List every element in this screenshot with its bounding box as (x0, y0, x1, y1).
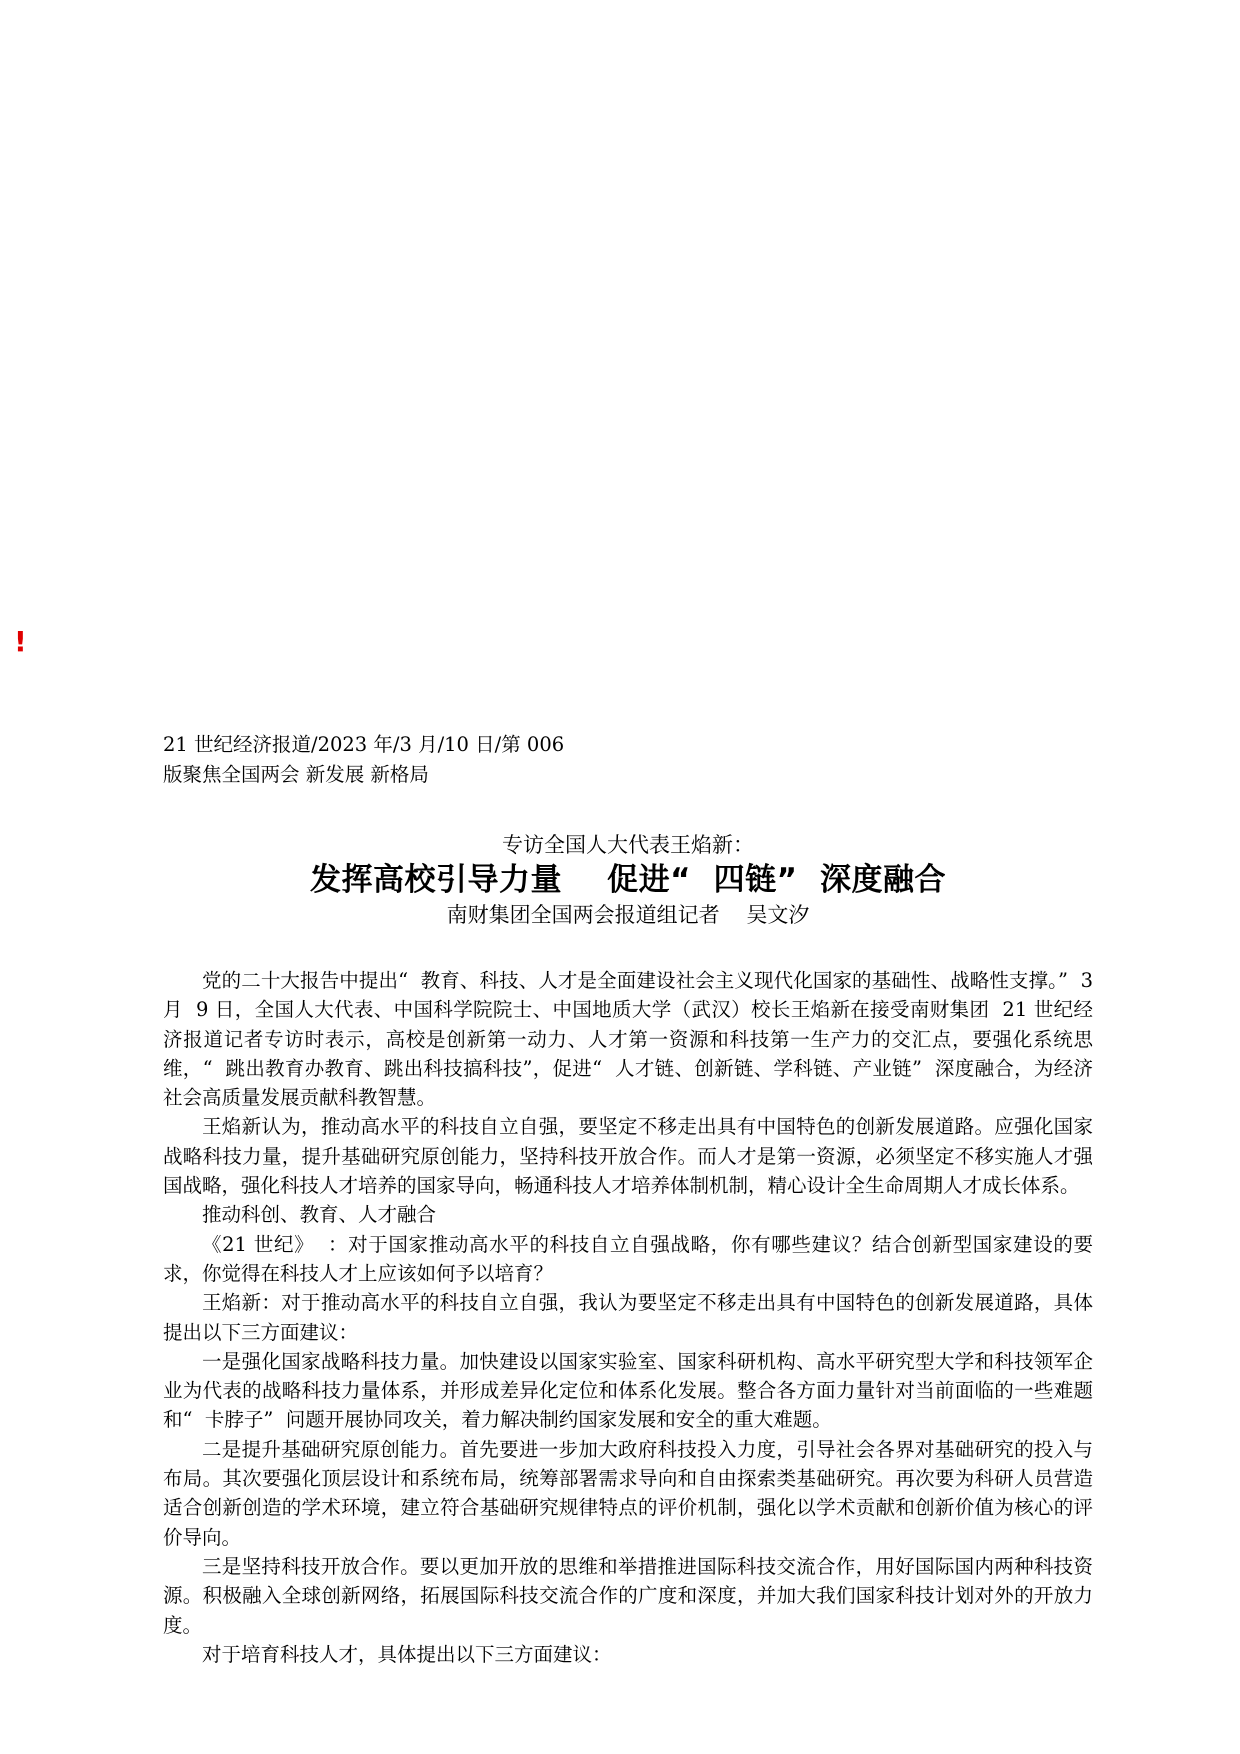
margin-exclamation-mark: ! (14, 625, 27, 658)
article-byline: 南财集团全国两会报道组记者 吴文汐 (446, 903, 810, 927)
article-title: 发挥高校引导力量 促进“ 四链” 深度融合 (309, 862, 947, 898)
paragraph: 对于培育科技人才，具体提出以下三方面建议： (202, 1642, 612, 1666)
paragraph: 王焰新：对于推动高水平的科技自立自强，我认为要坚定不移走出具有中国特色的创新发展道路，具体提出以下三方面建议： (163, 1291, 1093, 1344)
paragraph: 二是提升基础研究原创能力。首先要进一步加大政府科技投入力度，引导社会各界对基础研究的投入与布局。其次要强化顶层设计和系统布局，统筹部署需求导向和自由探索类基础研究。再次要为科研人员营造适合创新创造的学术环境，建立符合基础研究规律特点的评价机制，强化以学术贡献和创新价值为核心的评价导向。 (163, 1437, 1093, 1549)
paragraph: 三是坚持科技开放合作。要以更加开放的思维和举措推进国际科技交流合作，用好国际国内两种科技资源。积极融入全球创新网络，拓展国际科技交流合作的广度和深度，并加大我们国家科技计划对外的开放力度。 (163, 1554, 1093, 1637)
interview-question: 《21 世纪》 ：对于国家推动高水平的科技自立自强战略，你有哪些建议？结合创新型国家建设的要求，你觉得在科技人才上应该如何予以培育？ (163, 1232, 1093, 1285)
article-kicker: 专访全国人大代表王焰新： (502, 833, 754, 857)
section-subheading: 推动科创、教育、人才融合 (202, 1203, 437, 1227)
source-line-1: 21 世纪经济报道/2023 年/3 月/10 日/第 006 (163, 733, 565, 756)
article-heading (163, 830, 1093, 930)
paragraph: 党的二十大报告中提出“ 教育、科技、人才是全面建设社会主义现代化国家的基础性、战略性支撑。” 3 月 9 日，全国人大代表、中国科学院院士、中国地质大学（武汉）校长王焰新在接受南财集团 21 世纪经济报道记者专访时表示，高校是创新第一动力、人才第一资源和科技第一生产力的交汇点，要强化系统思维，“ 跳出教育办教育、跳出科技搞科技”，促进“ 人才链、创新链、学科链、产业链” 深度融合，为经济社会高质量发展贡献科教智慧。 (163, 969, 1100, 1110)
paragraph: 王焰新认为，推动高水平的科技自立自强，要坚定不移走出具有中国特色的创新发展道路。应强化国家战略科技力量，提升基础研究原创能力，坚持科技开放合作。而人才是第一资源，必须坚定不移实施人才强国战略，强化科技人才培养的国家导向，畅通科技人才培养体制机制，精心设计全生命周期人才成长体系。 (163, 1115, 1093, 1198)
source-line-2: 版聚焦全国两会 新发展 新格局 (163, 763, 429, 786)
paragraph: 一是强化国家战略科技力量。加快建设以国家实验室、国家科研机构、高水平研究型大学和科技领军企业为代表的战略科技力量体系，并形成差异化定位和体系化发展。整合各方面力量针对当前面临的一些难题和“ 卡脖子” 问题开展协同攻关，着力解决制约国家发展和安全的重大难题。 (163, 1349, 1093, 1432)
document-page (163, 730, 1100, 1669)
article-body (163, 966, 1100, 1669)
